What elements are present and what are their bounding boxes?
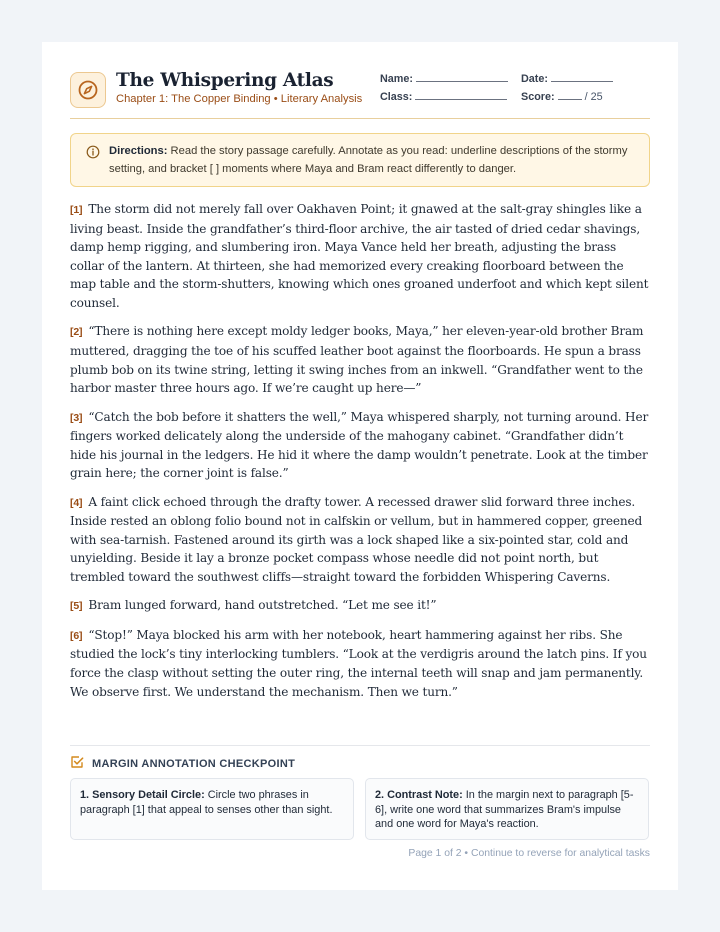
task-card-2 [365, 778, 649, 840]
info-icon [86, 145, 100, 164]
checkpoint-title: MARGIN ANNOTATION CHECKPOINT [92, 758, 296, 770]
checkpoint-header [70, 756, 295, 772]
paragraph-text: The storm did not merely fall over Oakhaven Point; it gnawed at the salt-gray shingles like a living beast. Inside the grandfather’s third-floor archive, the air tasted of dried cedar shavings, damp hemp rigging, and slumbering iron. Maya Vance held her breath, adjusting the brass collar of the lantern. At thirteen, she had memorized every creaking floorboard between the map table and the storm-shutters, knowing which ones groaned underfoot and which kept silent counsel. [70, 202, 649, 310]
page-title: The Whispering Atlas [116, 70, 334, 91]
paragraph-text: A faint click echoed through the drafty tower. A recessed drawer slid forward three inches. Inside rested an oblong folio bound not in calfskin or vellum, but in hammered copper, greened with sea-tarnish. Fastened around its girth was a lock shaped like a six-pointed star, cold and unyielding. Beside it lay a bronze pocket compass whose needle did not point north, but trembled toward the southwest cliffs—straight toward the forbidden Whispering Caverns. [70, 494, 643, 585]
task-label: 2. Contrast Note: [375, 789, 463, 801]
paragraph-6[interactable] [70, 626, 652, 701]
directions-text [109, 142, 639, 178]
score-field[interactable] [521, 91, 603, 103]
name-label: Name: [380, 73, 414, 85]
worksheet-page [42, 42, 678, 890]
paragraph-text: “Stop!” Maya blocked his arm with her notebook, heart hammering against her ribs. She studied the lock’s tiny interlocking tumblers. “Look at the verdigris around the latch pins. If you force the clasp without setting the outer ring, the internal teeth will snap and jam permanently. We observe first. We understand the mechanism. Then we turn.” [70, 627, 647, 699]
task-text: In the margin next to paragraph [5-6], write one word that summarizes Bram's impulse and one word for Maya's reaction. [375, 789, 634, 830]
task-card-1 [70, 778, 354, 840]
task-label: 1. Sensory Detail Circle: [80, 789, 205, 801]
task-text: Circle two phrases in paragraph [1] that appeal to senses other than sight. [80, 789, 333, 816]
class-field[interactable] [380, 91, 507, 103]
name-blank[interactable] [416, 73, 508, 82]
compass-icon [70, 72, 106, 108]
story-passage [70, 200, 652, 711]
chapter-subtitle: Chapter 1: The Copper Binding • Literary Analysis [116, 93, 363, 105]
paragraph-1[interactable] [70, 200, 652, 313]
date-field[interactable] [521, 73, 613, 85]
directions-label: Directions: [109, 145, 168, 157]
paragraph-number: [5] [70, 600, 83, 613]
worksheet-header [70, 70, 650, 118]
score-total: / 25 [584, 91, 603, 103]
page-footer: Page 1 of 2 • Continue to reverse for analytical tasks [408, 848, 650, 859]
score-label: Score: [521, 91, 555, 103]
paragraph-text: “There is nothing here except moldy ledger books, Maya,” her eleven-year-old brother Bram muttered, dragging the toe of his scuffed leather boot against the floorboards. He spun a brass plumb bob on its twine string, letting it swing inches from an inkwell. “Grandfather went to the harbor master three hours ago. If we’re caught up here—” [70, 324, 644, 396]
paragraph-text: “Catch the bob before it shatters the well,” Maya whispered sharply, not turning around. Her fingers worked delicately along the underside of the mahogany cabinet. “Grandfather didn’t hide his journal in the ledgers. He hid it where the damp wouldn’t penetrate. Look at the timber grain here; the corner joint is false.” [70, 409, 649, 481]
paragraph-number: [1] [70, 204, 83, 216]
paragraph-2[interactable] [70, 322, 652, 397]
date-label: Date: [521, 73, 548, 85]
class-label: Class: [380, 91, 413, 103]
paragraph-3[interactable] [70, 408, 652, 483]
header-divider [70, 118, 650, 119]
date-blank[interactable] [551, 73, 613, 82]
class-blank[interactable] [415, 91, 507, 100]
directions-box [70, 133, 650, 187]
directions-body: Read the story passage carefully. Annotate as you read: underline descriptions of the stormy setting, and bracket [ ] moments where Maya and Bram react differently to danger. [109, 145, 628, 175]
paragraph-number: [2] [70, 326, 83, 339]
checkpoint-divider [70, 745, 650, 746]
score-blank[interactable] [558, 91, 582, 100]
paragraph-number: [6] [70, 629, 83, 642]
paragraph-number: [3] [70, 411, 83, 424]
paragraph-4[interactable] [70, 493, 652, 587]
paragraph-text: Bram lunged forward, hand outstretched. “Let me see it!” [88, 598, 437, 613]
checkbox-icon [70, 755, 84, 774]
name-field[interactable] [380, 73, 508, 85]
paragraph-number: [4] [70, 496, 83, 509]
paragraph-5[interactable] [70, 596, 652, 616]
